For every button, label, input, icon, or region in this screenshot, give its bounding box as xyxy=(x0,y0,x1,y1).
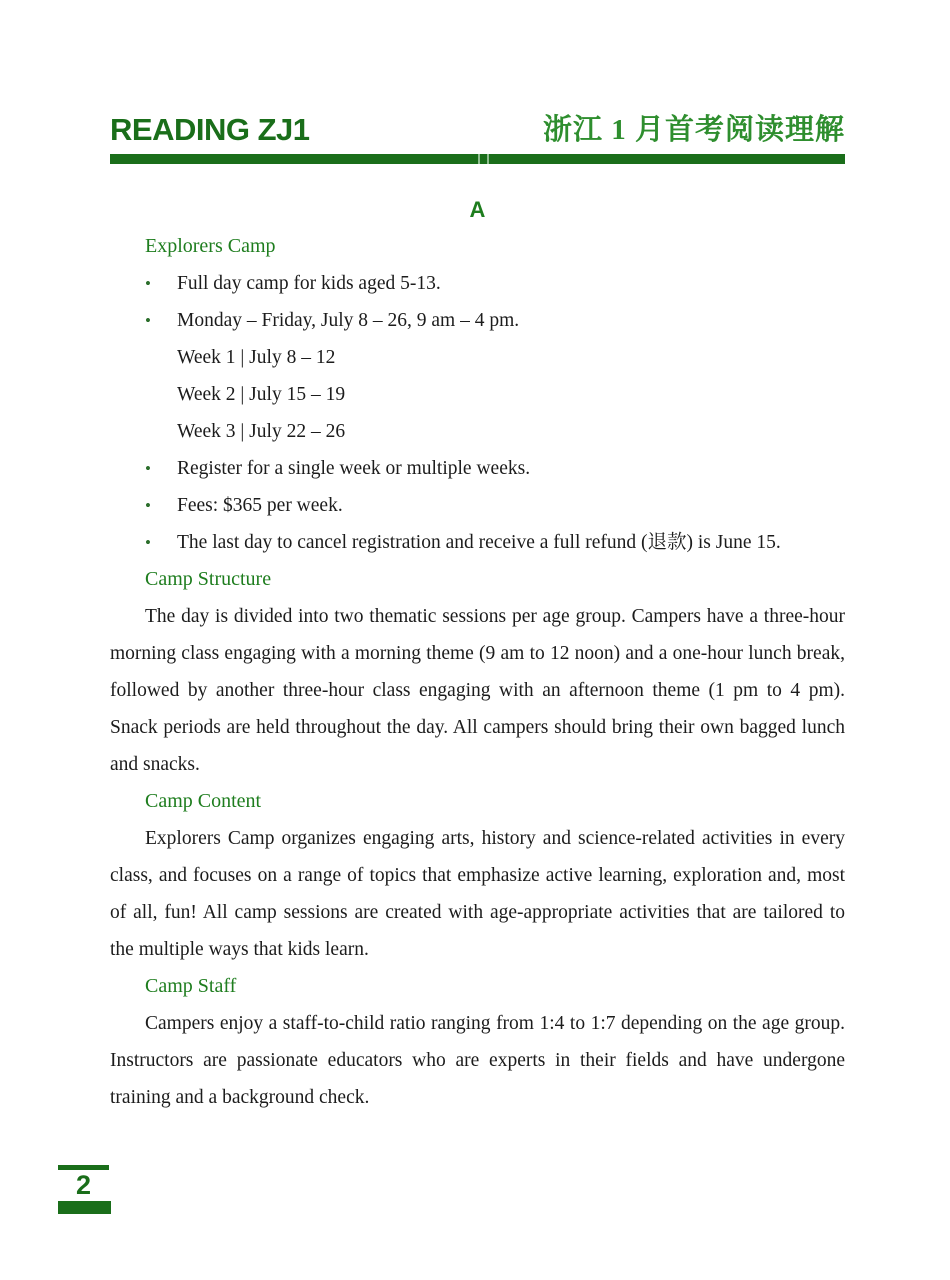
footer-bottom-bar xyxy=(58,1201,111,1214)
bullet-text: Monday – Friday, July 8 – 26, 9 am – 4 pm. xyxy=(177,310,520,331)
week-line: Week 1 | July 8 – 12 xyxy=(177,347,336,368)
bullet-text: The last day to cancel registration and receive a full refund (退款) is June 15. xyxy=(177,532,781,553)
page-footer xyxy=(58,1165,111,1214)
bullet-text: Fees: $365 per week. xyxy=(177,495,343,516)
rule-notch xyxy=(487,154,489,164)
doc-title: READING ZJ1 xyxy=(110,112,310,147)
section-heading-camp-staff: Camp Staff xyxy=(145,975,237,997)
section-heading-explorers-camp: Explorers Camp xyxy=(145,235,276,257)
list-item xyxy=(110,487,845,524)
header-rule xyxy=(110,154,845,164)
rule-notch xyxy=(478,154,480,164)
bullet-text: Full day camp for kids aged 5-13. xyxy=(177,273,441,294)
passage-label: A xyxy=(469,197,486,222)
week-line: Week 2 | July 15 – 19 xyxy=(177,384,346,405)
page-number: 2 xyxy=(75,1170,92,1200)
bullet-icon: • xyxy=(145,274,151,293)
header-row xyxy=(110,112,845,148)
section-heading-camp-content: Camp Content xyxy=(145,790,262,812)
paragraph-camp-content: Explorers Camp organizes engaging arts, history and science-related activities in every class, and focuses on a range of topics that emphasize active learning, exploration and, most of all, fun! All camp sessions are created with age-appropriate activities that are tailored to the multiple ways that kids learn. xyxy=(110,828,845,960)
passage-body xyxy=(110,191,845,1116)
bullet-text: Register for a single week or multiple weeks. xyxy=(177,458,531,479)
bullet-icon: • xyxy=(145,459,151,478)
page-header xyxy=(110,112,845,164)
bullet-icon: • xyxy=(145,496,151,515)
paragraph-camp-structure: The day is divided into two thematic sessions per age group. Campers have a three-hour morning class engaging with a morning theme (9 am to 12 noon) and a one-hour lunch break, followed by another three-hour class engaging with an afternoon theme (1 pm to 4 pm). Snack periods are held throughout the day. All campers should bring their own bagged lunch and snacks. xyxy=(110,606,845,775)
list-item xyxy=(110,265,845,302)
bullet-icon: • xyxy=(145,311,151,330)
doc-subtitle: 浙江 1 月首考阅读理解 xyxy=(542,114,845,146)
week-line: Week 3 | July 22 – 26 xyxy=(177,421,346,442)
bullet-icon: • xyxy=(145,533,151,552)
list-item xyxy=(110,450,845,487)
paragraph-camp-staff: Campers enjoy a staff-to-child ratio ranging from 1:4 to 1:7 depending on the age group. Instructors are passionate educators who are experts in their fields and have undergone training and a background check. xyxy=(110,1013,845,1108)
list-item xyxy=(110,524,845,561)
list-item xyxy=(110,302,845,339)
section-heading-camp-structure: Camp Structure xyxy=(145,568,272,590)
